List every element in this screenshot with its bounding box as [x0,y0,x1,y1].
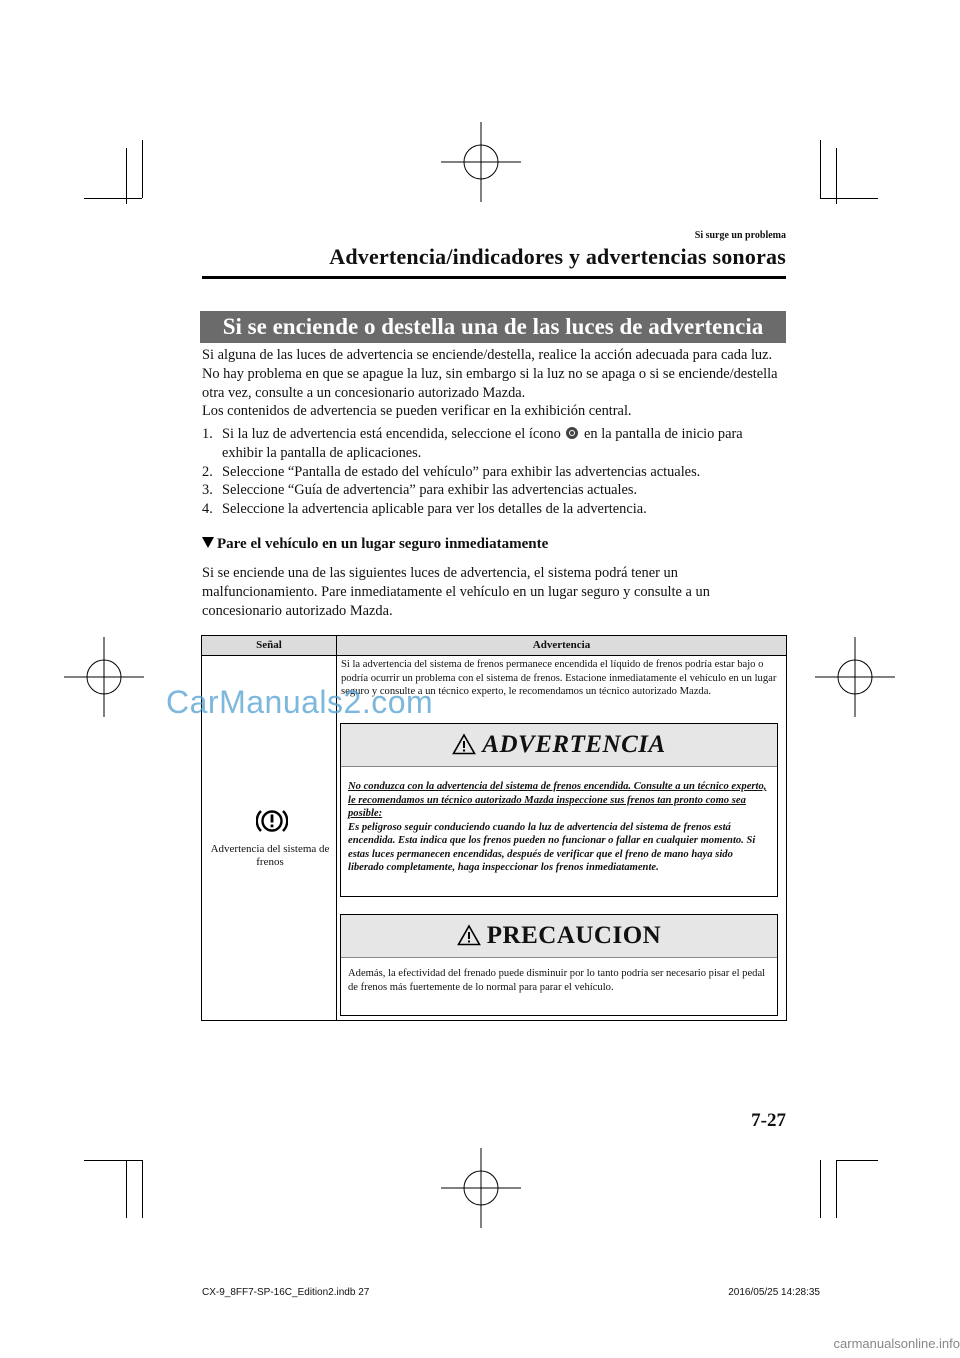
crop-mark [126,1160,127,1218]
list-item [202,425,786,463]
step-number: 3. [202,482,213,499]
registration-mark [441,122,521,202]
crop-mark [836,1160,837,1218]
intro-paragraph [202,346,786,421]
section-banner: Si se enciende o destella una de las luces de advertencia [200,311,786,343]
warning-triangle-icon [457,924,481,946]
intro-text-2: Los contenidos de advertencia se pueden verificar en la exhibición central. [202,403,632,420]
crop-mark [836,148,837,204]
registration-mark [64,637,144,717]
column-header-warning: Advertencia [532,639,591,651]
subheading [202,536,548,553]
table-header [202,636,786,656]
column-header-signal: Señal [202,636,337,655]
registration-mark [815,637,895,717]
page-number: 7-27 [751,1110,786,1131]
warning-box [340,723,778,897]
signal-label: Advertencia del sistema de frenos [210,843,330,868]
step-number: 4. [202,501,213,518]
triangle-bullet-icon [202,537,214,548]
header-rule [202,276,786,279]
crop-mark [84,198,142,199]
crop-mark [142,1160,143,1218]
footer-file: CX-9_8FF7-SP-16C_Edition2.indb 27 [202,1287,370,1298]
crop-mark [142,140,143,198]
watermark: CarManuals2.com [166,684,434,720]
caution-box-title: PRECAUCION [486,922,662,949]
crop-mark [126,148,127,204]
subheading-text: Pare el vehículo en un lugar seguro inmediatamente [217,536,549,552]
caution-box-header [341,915,777,958]
crop-mark [84,1160,142,1161]
crop-mark [820,140,821,198]
warning-box-header [341,724,777,767]
page-title: Advertencia/indicadores y advertencias sonoras [329,244,786,269]
list-item [202,463,786,482]
steps-list [202,425,786,519]
step-text: Seleccione “Pantalla de estado del vehículo” para exhibir las advertencias actuales. [222,463,701,480]
warning-box-body [348,780,769,875]
step-text: en la pantalla de inicio para exhibir la pantalla de aplicaciones. [222,426,743,461]
crop-mark [820,1160,821,1218]
list-item [202,500,786,519]
warning-box-text: Es peligroso seguir conduciendo cuando la luz de advertencia del sistema de frenos está encendida. Esta indica que los frenos pueden no funcionar o fallar en cualquier momento. Si estas luces permanecen encendidas, después de verificar que el freno de mano haya sido liberado completamente, haga inspeccionar los frenos inmediatamente. [348,821,756,873]
warning-triangle-icon [452,733,476,755]
intro-text: Si alguna de las luces de advertencia se enciende/destella, realice la acción adecuada para cada luz. No hay problema en que se apague la luz, sin embargo si la luz no se apaga o si se enciende/destella otra vez, consulte a un concesionario autorizado Mazda. [202,347,778,401]
caution-box-text: Además, la efectividad del frenado puede disminuir por lo tanto podría ser necesario pisar el pedal de frenos más fuertemente de lo normal para parar el vehículo. [348,968,766,993]
footer-timestamp: 2016/05/25 14:28:35 [728,1287,820,1298]
crop-mark [836,1160,878,1161]
brake-warning-icon [256,806,288,836]
warning-box-title: ADVERTENCIA [482,731,666,758]
warning-description: Si la advertencia del sistema de frenos permanece encendida el líquido de frenos podría estar bajo o podría ocurrir un problema con el sistema de frenos. Estacione inmediatamente el vehículo en un lugar seguro y consulte a un técnico experto, le recomendamos un técnico autorizado Mazda. [341,659,777,697]
site-watermark: carmanualsonline.info [833,1336,960,1351]
step-text: Si la luz de advertencia está encendida, seleccione el ícono [222,426,561,442]
crop-mark [820,198,878,199]
warning-box-instruction: No conduzca con la advertencia del sistema de frenos encendida. Consulte a un técnico experto, le recomendamos un técnico autorizado Mazda inspeccione sus frenos tan pronto como sea posible: [348,781,767,819]
step-text: Seleccione “Guía de advertencia” para exhibir las advertencias actuales. [222,482,638,499]
registration-mark [441,1148,521,1228]
step-number: 1. [202,426,213,442]
section-label: Si surge un problema [694,230,786,241]
step-number: 2. [202,463,213,480]
applications-icon [566,427,578,439]
caution-box [340,914,778,1016]
step-text: Seleccione la advertencia aplicable para ver los detalles de la advertencia. [222,501,647,518]
list-item [202,481,786,500]
sub-paragraph: Si se enciende una de las siguientes luces de advertencia, el sistema podrá tener un malfuncionamiento. Pare inmediatamente el vehículo en un lugar seguro y consulte a un concesionario autorizado Mazda. [202,565,710,619]
